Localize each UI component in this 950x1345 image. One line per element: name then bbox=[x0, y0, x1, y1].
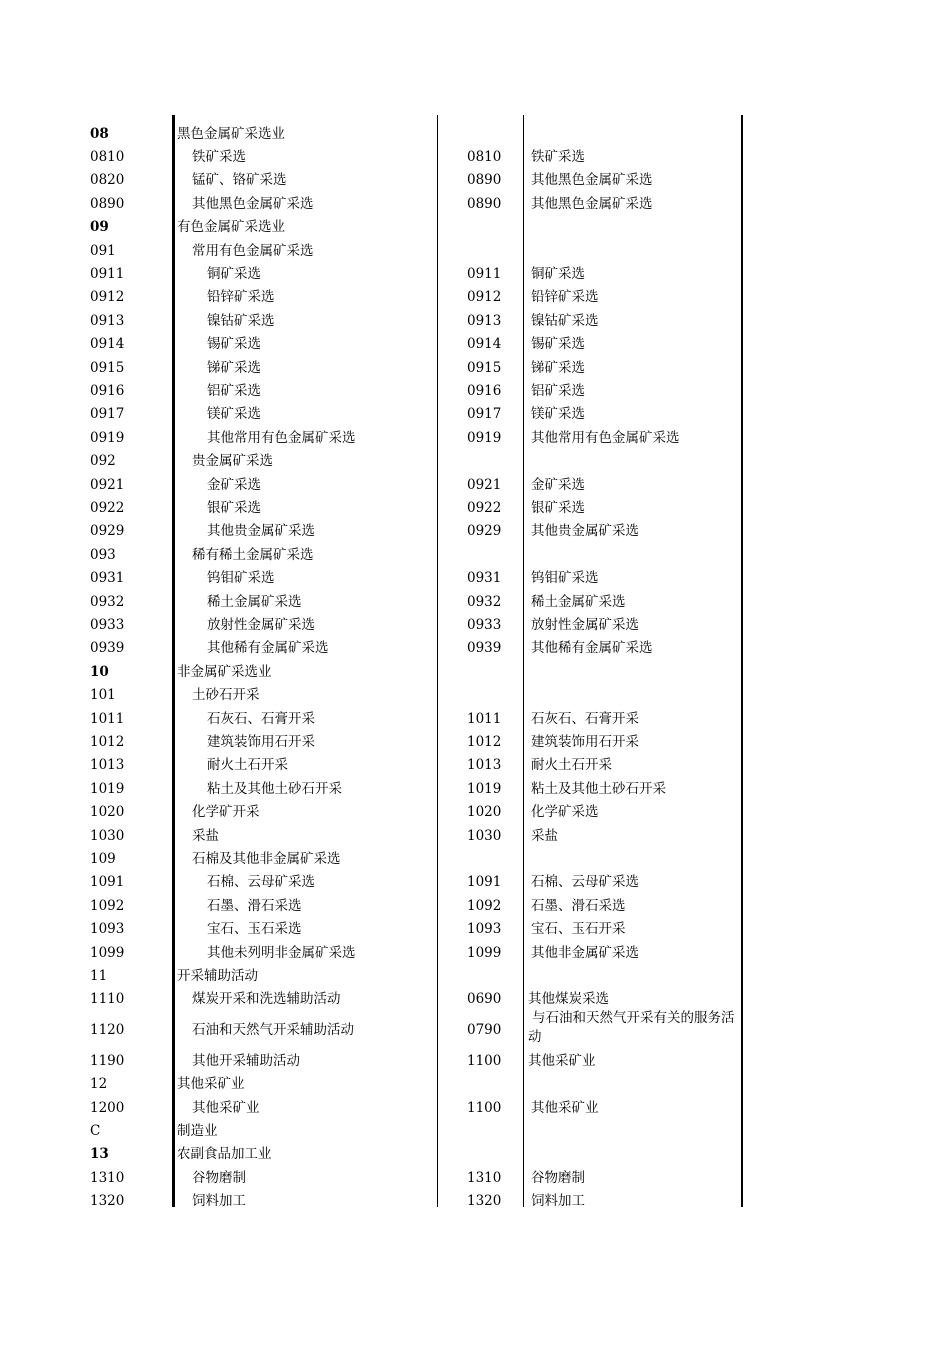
industry-name: 银矿采选 bbox=[207, 500, 261, 517]
industry-code: 1320 bbox=[90, 1193, 125, 1210]
industry-code: 1030 bbox=[90, 827, 125, 844]
industry-name: 其他稀有金属矿采选 bbox=[207, 640, 329, 657]
industry-name: 石灰石、石膏开采 bbox=[207, 710, 315, 727]
industry-name: 有色金属矿采选业 bbox=[177, 219, 285, 236]
old-industry-code: 0916 bbox=[467, 383, 502, 400]
table-row bbox=[0, 941, 950, 964]
industry-code: 08 bbox=[90, 125, 109, 142]
industry-code: 101 bbox=[90, 687, 116, 704]
industry-code: 1120 bbox=[90, 1022, 125, 1039]
industry-name: 锰矿、铬矿采选 bbox=[192, 172, 287, 189]
table-row bbox=[0, 309, 950, 332]
table-row bbox=[0, 988, 950, 1011]
old-industry-code: 1092 bbox=[467, 897, 502, 914]
table-row bbox=[0, 871, 950, 894]
table-row bbox=[0, 1049, 950, 1072]
old-industry-code: 0929 bbox=[467, 523, 502, 540]
old-industry-code: 0939 bbox=[467, 640, 502, 657]
industry-code: 1099 bbox=[90, 944, 125, 961]
industry-code: 1310 bbox=[90, 1169, 125, 1186]
old-industry-code: 0933 bbox=[467, 617, 502, 634]
old-industry-code: 1019 bbox=[467, 780, 502, 797]
industry-name: 稀有稀土金属矿采选 bbox=[192, 546, 314, 563]
table-row bbox=[0, 333, 950, 356]
industry-name: 其他常用有色金属矿采选 bbox=[207, 429, 356, 446]
industry-name: 其他开采辅助活动 bbox=[192, 1052, 300, 1069]
industry-name: 锑矿采选 bbox=[207, 359, 261, 376]
industry-name: 建筑装饰用石开采 bbox=[207, 734, 315, 751]
old-industry-name: 建筑装饰用石开采 bbox=[531, 734, 639, 751]
table-row bbox=[0, 684, 950, 707]
old-industry-name: 金矿采选 bbox=[531, 476, 585, 493]
old-industry-name: 其他贵金属矿采选 bbox=[531, 523, 639, 540]
industry-name: 其他采矿业 bbox=[177, 1076, 245, 1093]
industry-name: 黑色金属矿采选业 bbox=[177, 125, 285, 142]
industry-code: 1091 bbox=[90, 874, 125, 891]
industry-name: 铁矿采选 bbox=[192, 149, 246, 166]
industry-code: 1092 bbox=[90, 897, 125, 914]
industry-name: 非金属矿采选业 bbox=[177, 663, 272, 680]
table-row bbox=[0, 145, 950, 168]
old-industry-name: 铜矿采选 bbox=[531, 266, 585, 283]
industry-code: 0913 bbox=[90, 312, 125, 329]
industry-code: 0890 bbox=[90, 195, 125, 212]
industry-code: 09 bbox=[90, 219, 109, 236]
old-industry-code: 0890 bbox=[467, 172, 502, 189]
table-row bbox=[0, 1119, 950, 1142]
industry-name: 煤炭开采和洗选辅助活动 bbox=[192, 991, 341, 1008]
industry-name: 石棉及其他非金属矿采选 bbox=[192, 851, 341, 868]
table-row bbox=[0, 847, 950, 870]
industry-code: 0933 bbox=[90, 617, 125, 634]
table-row bbox=[0, 192, 950, 215]
industry-code: 0921 bbox=[90, 476, 125, 493]
table-row bbox=[0, 379, 950, 402]
old-industry-name: 其他采矿业 bbox=[528, 1052, 596, 1069]
industry-code: 1093 bbox=[90, 921, 125, 938]
old-industry-code: 1320 bbox=[467, 1193, 502, 1210]
industry-code: 12 bbox=[90, 1076, 108, 1093]
old-industry-code: 1100 bbox=[467, 1099, 502, 1116]
old-industry-name: 宝石、玉石开采 bbox=[531, 921, 626, 938]
industry-name: 金矿采选 bbox=[207, 476, 261, 493]
old-industry-name: 粘土及其他土砂石开采 bbox=[531, 780, 666, 797]
industry-code: 0810 bbox=[90, 149, 125, 166]
table-row bbox=[0, 543, 950, 566]
old-industry-name: 化学矿采选 bbox=[531, 804, 599, 821]
table-row bbox=[0, 660, 950, 683]
old-industry-code: 1093 bbox=[467, 921, 502, 938]
old-industry-code: 0915 bbox=[467, 359, 502, 376]
industry-code: 0916 bbox=[90, 383, 125, 400]
table-row bbox=[0, 637, 950, 660]
old-industry-name: 谷物磨制 bbox=[531, 1169, 585, 1186]
table-row bbox=[0, 964, 950, 987]
old-industry-name: 采盐 bbox=[531, 827, 558, 844]
old-industry-name: 耐火土石开采 bbox=[531, 757, 612, 774]
old-industry-code: 1100 bbox=[467, 1052, 502, 1069]
industry-code: 0932 bbox=[90, 593, 125, 610]
industry-name: 铅锌矿采选 bbox=[207, 289, 275, 306]
old-industry-code: 1091 bbox=[467, 874, 502, 891]
industry-name: 钨钼矿采选 bbox=[207, 570, 275, 587]
industry-name: 开采辅助活动 bbox=[177, 968, 258, 985]
table-row bbox=[0, 777, 950, 800]
old-industry-code: 0790 bbox=[467, 1022, 502, 1039]
old-industry-name: 铝矿采选 bbox=[531, 383, 585, 400]
old-industry-name: 稀土金属矿采选 bbox=[531, 593, 626, 610]
old-industry-name: 其他稀有金属矿采选 bbox=[531, 640, 653, 657]
industry-code: 0820 bbox=[90, 172, 125, 189]
old-industry-code: 1099 bbox=[467, 944, 502, 961]
old-industry-name: 其他采矿业 bbox=[531, 1099, 599, 1116]
industry-name: 其他采矿业 bbox=[192, 1099, 260, 1116]
old-industry-code: 0932 bbox=[467, 593, 502, 610]
table-row bbox=[0, 169, 950, 192]
table-row bbox=[0, 1096, 950, 1119]
industry-code: 1200 bbox=[90, 1099, 125, 1116]
table-row bbox=[0, 450, 950, 473]
old-industry-code: 0690 bbox=[467, 991, 502, 1008]
table-row bbox=[0, 707, 950, 730]
industry-name: 镁矿采选 bbox=[207, 406, 261, 423]
industry-name: 铝矿采选 bbox=[207, 383, 261, 400]
old-industry-name: 其他非金属矿采选 bbox=[531, 944, 639, 961]
industry-name: 贵金属矿采选 bbox=[192, 453, 273, 470]
industry-code: 0917 bbox=[90, 406, 125, 423]
table-row bbox=[0, 262, 950, 285]
old-industry-code: 0912 bbox=[467, 289, 502, 306]
old-industry-code: 1012 bbox=[467, 734, 502, 751]
industry-name: 稀土金属矿采选 bbox=[207, 593, 302, 610]
table-row bbox=[0, 824, 950, 847]
old-industry-code: 0931 bbox=[467, 570, 502, 587]
old-industry-name: 饲料加工 bbox=[531, 1193, 585, 1210]
industry-name: 石棉、云母矿采选 bbox=[207, 874, 315, 891]
old-industry-name: 其他煤炭采选 bbox=[528, 991, 609, 1008]
old-industry-code: 1310 bbox=[467, 1169, 502, 1186]
industry-code: 0912 bbox=[90, 289, 125, 306]
industry-code: 0922 bbox=[90, 500, 125, 517]
old-industry-code: 0810 bbox=[467, 149, 502, 166]
old-industry-code: 0921 bbox=[467, 476, 502, 493]
old-industry-code: 1011 bbox=[467, 710, 502, 727]
industry-name: 宝石、玉石采选 bbox=[207, 921, 302, 938]
table-row bbox=[0, 1143, 950, 1166]
industry-code: 1011 bbox=[90, 710, 125, 727]
old-industry-name: 锑矿采选 bbox=[531, 359, 585, 376]
industry-code: 10 bbox=[90, 663, 109, 680]
industry-name: 其他黑色金属矿采选 bbox=[192, 195, 314, 212]
table-row bbox=[0, 918, 950, 941]
industry-code: 1020 bbox=[90, 804, 125, 821]
old-industry-name: 石墨、滑石采选 bbox=[531, 897, 626, 914]
table-row bbox=[0, 122, 950, 145]
industry-code: 11 bbox=[90, 968, 108, 985]
industry-code: 109 bbox=[90, 851, 116, 868]
industry-code: 091 bbox=[90, 242, 116, 259]
old-industry-code: 1013 bbox=[467, 757, 502, 774]
industry-name: 锡矿采选 bbox=[207, 336, 261, 353]
old-industry-code: 0913 bbox=[467, 312, 502, 329]
industry-code: 0914 bbox=[90, 336, 125, 353]
industry-name: 铜矿采选 bbox=[207, 266, 261, 283]
table-row bbox=[0, 1190, 950, 1213]
old-industry-name: 其他黑色金属矿采选 bbox=[531, 172, 653, 189]
table-row bbox=[0, 286, 950, 309]
old-industry-name: 银矿采选 bbox=[531, 500, 585, 517]
industry-code: 1019 bbox=[90, 780, 125, 797]
old-industry-name: 其他黑色金属矿采选 bbox=[531, 195, 653, 212]
old-industry-code: 0911 bbox=[467, 266, 502, 283]
industry-code: 0929 bbox=[90, 523, 125, 540]
table-row bbox=[0, 496, 950, 519]
old-industry-name: 镍钴矿采选 bbox=[531, 312, 599, 329]
old-industry-code: 0919 bbox=[467, 429, 502, 446]
old-industry-name: 锡矿采选 bbox=[531, 336, 585, 353]
old-industry-name: 铁矿采选 bbox=[531, 149, 585, 166]
table-row bbox=[0, 1166, 950, 1189]
table-row bbox=[0, 801, 950, 824]
old-industry-name: 其他常用有色金属矿采选 bbox=[531, 429, 680, 446]
table-row bbox=[0, 1011, 950, 1049]
table-row bbox=[0, 894, 950, 917]
old-industry-name: 钨钼矿采选 bbox=[531, 570, 599, 587]
old-industry-name: 石灰石、石膏开采 bbox=[531, 710, 639, 727]
industry-name: 常用有色金属矿采选 bbox=[192, 242, 314, 259]
industry-name: 放射性金属矿采选 bbox=[207, 617, 315, 634]
old-industry-code: 1030 bbox=[467, 827, 502, 844]
industry-code: 1012 bbox=[90, 734, 125, 751]
industry-name: 其他未列明非金属矿采选 bbox=[207, 944, 356, 961]
table-row bbox=[0, 1073, 950, 1096]
industry-code: 0931 bbox=[90, 570, 125, 587]
industry-code: 092 bbox=[90, 453, 116, 470]
industry-code: 0939 bbox=[90, 640, 125, 657]
industry-code: C bbox=[90, 1123, 101, 1140]
industry-name: 化学矿开采 bbox=[192, 804, 260, 821]
old-industry-code: 0890 bbox=[467, 195, 502, 212]
table-row bbox=[0, 730, 950, 753]
industry-name: 耐火土石开采 bbox=[207, 757, 288, 774]
old-industry-name: 石棉、云母矿采选 bbox=[531, 874, 639, 891]
table-row bbox=[0, 356, 950, 379]
table-row bbox=[0, 520, 950, 543]
table-row bbox=[0, 426, 950, 449]
industry-code: 13 bbox=[90, 1146, 109, 1163]
industry-name: 农副食品加工业 bbox=[177, 1146, 272, 1163]
industry-name: 镍钴矿采选 bbox=[207, 312, 275, 329]
industry-name: 制造业 bbox=[177, 1123, 218, 1140]
table-row bbox=[0, 216, 950, 239]
table-row bbox=[0, 567, 950, 590]
table-row bbox=[0, 239, 950, 262]
industry-code: 0919 bbox=[90, 429, 125, 446]
old-industry-code: 1020 bbox=[467, 804, 502, 821]
industry-name: 粘土及其他土砂石开采 bbox=[207, 780, 342, 797]
industry-code: 093 bbox=[90, 546, 116, 563]
industry-name: 石油和天然气开采辅助活动 bbox=[192, 1022, 354, 1039]
industry-code: 0911 bbox=[90, 266, 125, 283]
old-industry-name: 镁矿采选 bbox=[531, 406, 585, 423]
industry-name: 饲料加工 bbox=[192, 1193, 246, 1210]
old-industry-name: 与石油和天然气开采有关的服务活动 bbox=[528, 1010, 735, 1046]
industry-name: 石墨、滑石采选 bbox=[207, 897, 302, 914]
industry-name: 其他贵金属矿采选 bbox=[207, 523, 315, 540]
industry-code: 1110 bbox=[90, 991, 125, 1008]
industry-name: 采盐 bbox=[192, 827, 219, 844]
old-industry-code: 0922 bbox=[467, 500, 502, 517]
table-row bbox=[0, 613, 950, 636]
industry-code: 1190 bbox=[90, 1052, 125, 1069]
industry-code: 1013 bbox=[90, 757, 125, 774]
old-industry-code: 0917 bbox=[467, 406, 502, 423]
table-row bbox=[0, 754, 950, 777]
table-row bbox=[0, 473, 950, 496]
table-row bbox=[0, 590, 950, 613]
old-industry-name: 铅锌矿采选 bbox=[531, 289, 599, 306]
industry-name: 土砂石开采 bbox=[192, 687, 260, 704]
industry-name: 谷物磨制 bbox=[192, 1169, 246, 1186]
table-row bbox=[0, 403, 950, 426]
old-industry-name: 放射性金属矿采选 bbox=[531, 617, 639, 634]
old-industry-code: 0914 bbox=[467, 336, 502, 353]
industry-code: 0915 bbox=[90, 359, 125, 376]
